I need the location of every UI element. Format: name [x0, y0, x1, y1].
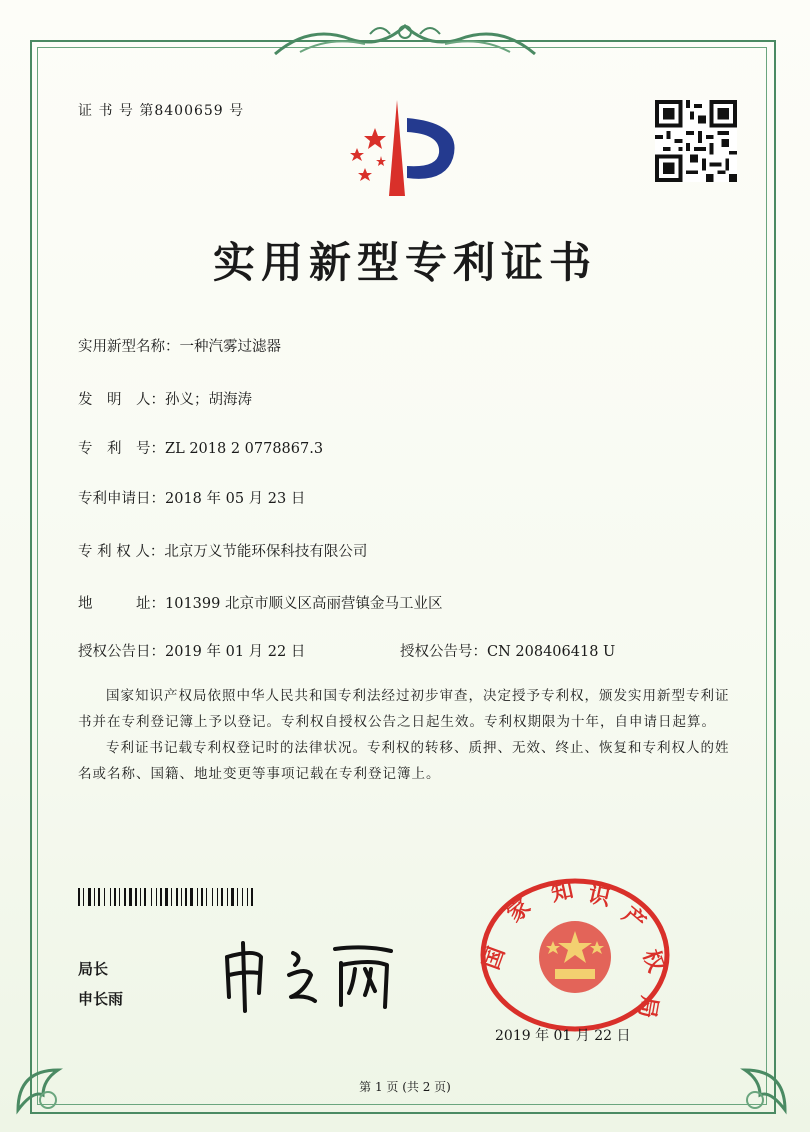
utility-model-name-label: 实用新型名称：: [78, 339, 180, 355]
svg-text:产: 产: [617, 901, 651, 936]
patent-office-logo-icon: [335, 98, 465, 198]
grant-date-value: 2019 年 01 月 22 日: [165, 644, 306, 660]
patent-number-label: 专 利 号：: [78, 441, 165, 457]
document-title: 实用新型专利证书: [212, 238, 597, 287]
filing-date-label: 专利申请日：: [78, 491, 165, 507]
svg-text:国: 国: [478, 943, 511, 974]
patentee-value: 北京万义节能环保科技有限公司: [164, 544, 368, 560]
patent-number-row: [78, 437, 323, 458]
address-value: 101399 北京市顺义区高丽营镇金马工业区: [165, 596, 443, 612]
svg-text:权: 权: [637, 946, 670, 976]
patent-number-value: ZL 2018 2 0778867.3: [165, 441, 324, 457]
address-row: [78, 592, 442, 613]
grant-number-row: [400, 640, 615, 661]
grant-number-label: 授权公告号：: [400, 644, 487, 660]
official-seal-icon: [475, 875, 675, 1035]
patentee-label: 专 利 权 人：: [78, 544, 165, 560]
filing-date-value: 2018 年 05 月 23 日: [165, 491, 306, 507]
grant-date-label: 授权公告日：: [78, 644, 165, 660]
patentee-row: [78, 540, 367, 561]
address-label: 地 址：: [78, 596, 165, 612]
svg-text:家: 家: [502, 893, 536, 928]
inventor-label: 发 明 人：: [78, 392, 165, 408]
body-paragraph: 国家知识产权局依照中华人民共和国专利法经过初步审查，决定授予专利权，颁发实用新型专利证书并在专利登记簿上予以登记。专利权自授权公告之日起生效。专利权期限为十年，自申请日起算。: [78, 688, 730, 730]
svg-text:识: 识: [585, 881, 613, 912]
utility-model-name-row: [78, 335, 281, 356]
barcode-icon: [78, 888, 298, 906]
inventor-value: 孙义；胡海涛: [165, 392, 252, 408]
filing-date-row: [78, 487, 305, 508]
body-paragraph: 专利证书记载专利权登记时的法律状况。专利权的转移、质押、无效、终止、恢复和专利权人的姓名或名称、国籍、地址变更等事项记载在专利登记簿上。: [78, 740, 730, 782]
utility-model-name-value: 一种汽雾过滤器: [179, 339, 281, 355]
certificate-number: 证 书 号 第8400659 号: [78, 103, 245, 119]
svg-text:知: 知: [548, 876, 576, 907]
svg-text:局: 局: [633, 993, 663, 1021]
seal-date: 2019 年 01 月 22 日: [495, 1028, 631, 1044]
grant-date-row: [78, 640, 305, 661]
certificate-body-text: [78, 683, 733, 787]
director-name: 申长雨: [78, 990, 124, 1008]
inventor-row: [78, 388, 252, 409]
director-signature-icon: [215, 935, 405, 1015]
grant-number-value: CN 208406418 U: [487, 644, 616, 660]
director-title: 局长: [78, 960, 109, 978]
qr-code-icon: [655, 100, 737, 182]
top-ornament-icon: [270, 14, 540, 64]
page-number: 第 1 页 (共 2 页): [359, 1080, 451, 1094]
